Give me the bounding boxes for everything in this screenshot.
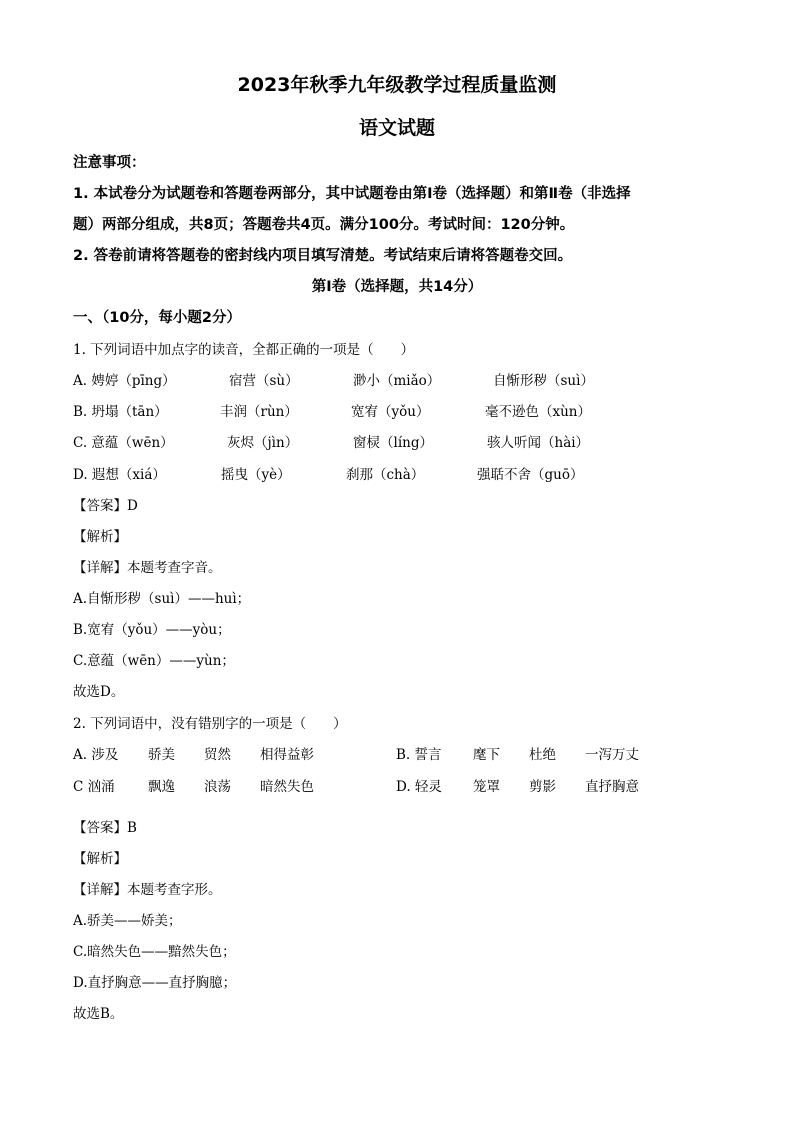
q2-option-b-word-1: B. 誓言 [396, 747, 442, 763]
notes-item-1-line-1: 1. 本试卷分为试题卷和答题卷两部分，其中试题卷由第Ⅰ卷（选择题）和第Ⅱ卷（非选择 [73, 186, 631, 202]
q1-option-b-word-2: 丰润（rùn） [220, 404, 298, 420]
q1-analysis-label: 【解析】 [73, 529, 127, 545]
notes-heading: 注意事项： [73, 155, 146, 171]
q2-option-b-word-3: 杜绝 [529, 747, 556, 763]
q2-option-a-word-4: 相得益彰 [260, 747, 314, 763]
q1-explanation-line-2: B.宽宥（yǒu）——yòu； [73, 622, 231, 638]
q1-option-b-word-4: 毫不逊色（xùn） [485, 404, 592, 420]
q2-option-d-word-2: 笼罩 [473, 779, 500, 795]
q1-option-a-word-4: 自惭形秽（suì） [493, 373, 594, 389]
q2-option-b-word-2: 麾下 [473, 747, 500, 763]
q2-analysis-label: 【解析】 [73, 851, 127, 867]
q1-explanation-line-3: C.意蕴（wēn）——yùn； [73, 653, 235, 669]
q1-option-b-word-1: B. 坍塌（tān） [73, 404, 168, 420]
page-title: 2023年秋季九年级教学过程质量监测 [237, 74, 557, 96]
q2-option-d-word-4: 直抒胸意 [585, 779, 639, 795]
q1-option-c-word-3: 窗棂（líng） [353, 435, 433, 451]
notes-item-2: 2. 答卷前请将答题卷的密封线内项目填写清楚。考试结束后请将答题卷交回。 [73, 248, 573, 264]
part-title: 一、（10分，每小题2分） [73, 310, 242, 326]
q1-option-d-word-1: D. 遐想（xiá） [73, 467, 166, 483]
q2-option-d-word-1: D. 轻灵 [396, 779, 442, 795]
q1-option-a-word-1: A. 娉婷（pīng） [73, 373, 176, 389]
volume-title: 第Ⅰ卷（选择题，共14分） [311, 279, 483, 295]
q1-stem: 1. 下列词语中加点字的读音，全都正确的一项是（ ） [73, 342, 415, 358]
notes-item-1-line-2: 题）两部分组成，共8页；答题卷共4页。满分100分。考试时间：120分钟。 [73, 217, 575, 233]
q2-option-b-word-4: 一泻万丈 [585, 747, 639, 763]
q1-option-b-word-3: 宽宥（yǒu） [351, 404, 430, 420]
q1-option-c-word-2: 灰烬（jìn） [227, 435, 299, 451]
q2-option-a-word-3: 贸然 [204, 747, 231, 763]
q2-option-c-word-3: 浪荡 [204, 779, 231, 795]
page-subtitle: 语文试题 [358, 117, 435, 139]
q1-option-c-word-4: 骇人听闻（hài） [487, 435, 590, 451]
q2-conclusion: 故选B。 [73, 1006, 124, 1022]
q1-option-c-word-1: C. 意蕴（wēn） [73, 435, 174, 451]
q1-option-a-word-2: 宿营（sù） [229, 373, 299, 389]
q1-detail: 【详解】本题考查字音。 [73, 560, 222, 576]
q2-explanation-line-2: C.暗然失色——黯然失色； [73, 944, 236, 960]
q2-option-c-word-1: C 汹涌 [73, 779, 115, 795]
q2-option-a-word-2: 骄美 [148, 747, 175, 763]
q1-answer: 【答案】D [73, 498, 138, 514]
q2-answer: 【答案】B [73, 820, 137, 836]
q2-detail: 【详解】本题考查字形。 [73, 882, 222, 898]
q1-option-a-word-3: 渺小（miǎo） [353, 373, 441, 389]
q2-option-d-word-3: 剪影 [529, 779, 556, 795]
q1-explanation-line-1: A.自惭形秽（suì）——huì； [73, 591, 251, 607]
q2-option-a-word-1: A. 涉及 [73, 747, 119, 763]
q1-option-d-word-3: 刹那（chà） [346, 467, 425, 483]
q1-conclusion: 故选D。 [73, 684, 125, 700]
q1-option-d-word-2: 摇曳（yè） [221, 467, 291, 483]
q2-option-c-word-4: 暗然失色 [260, 779, 314, 795]
q2-stem: 2. 下列词语中，没有错别字的一项是（ ） [73, 716, 347, 732]
q2-explanation-line-1: A.骄美——娇美； [73, 913, 182, 929]
q2-option-c-word-2: 飘逸 [148, 779, 175, 795]
q2-explanation-line-3: D.直抒胸意——直抒胸臆； [73, 975, 237, 991]
q1-option-d-word-4: 强聒不舍（guō） [477, 467, 584, 483]
